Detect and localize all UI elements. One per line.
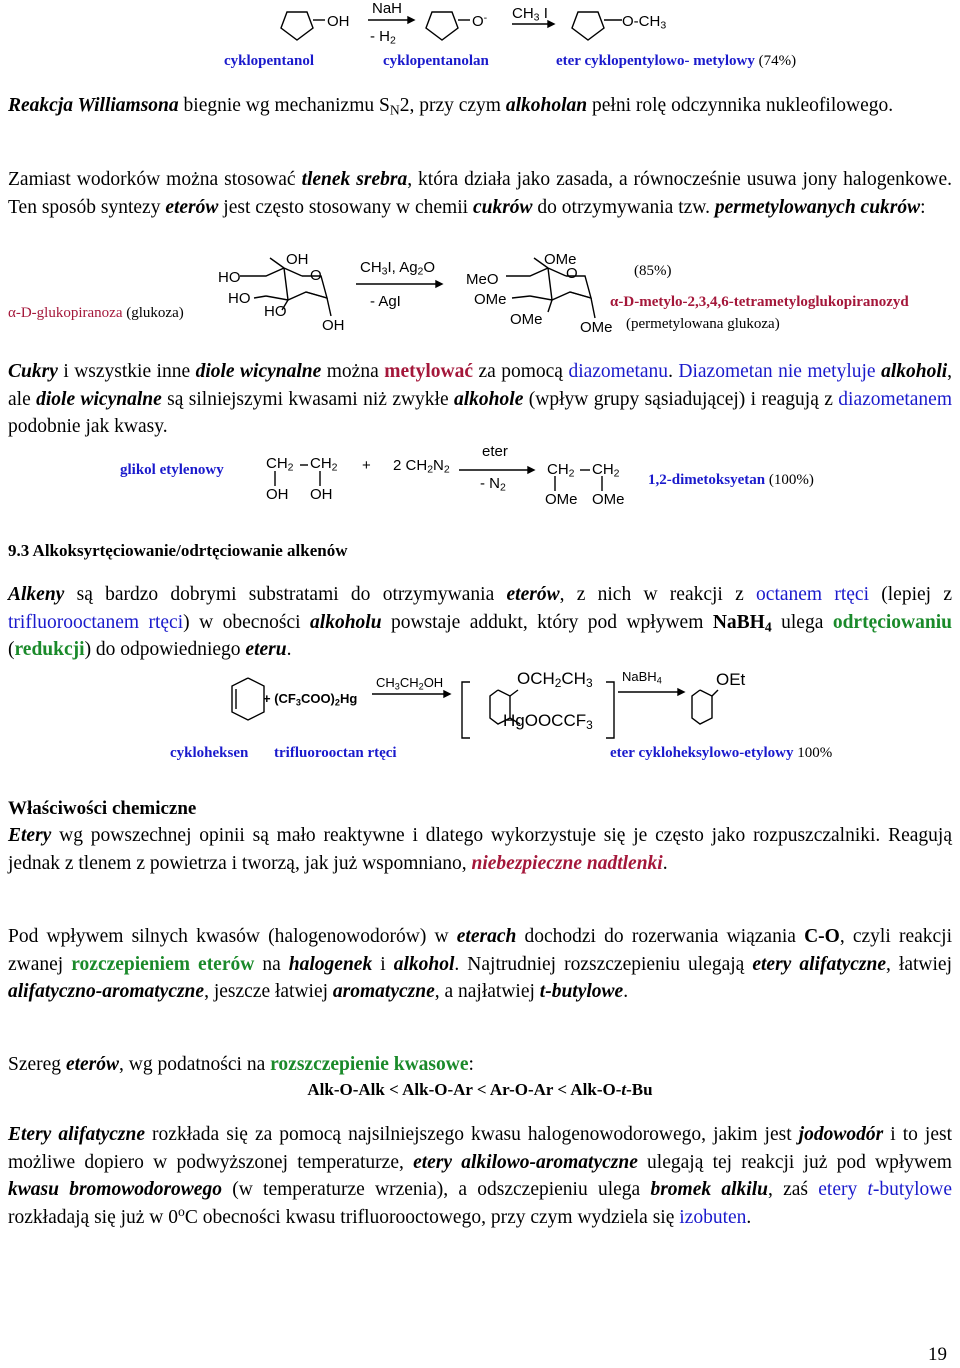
label-cyclopentanol: cyklopentanol bbox=[224, 53, 315, 69]
paragraph-diazomethane: Cukry i wszystkie inne diole wicynalne można metylować za pomocą diazometanu. Diazometan nie metyluje alkoholi, ale diole wicynalne są silniejszymi kwasami niż zwykłe alkohole (wpływ grupy sąsiadującej) i reagują z diazometanem podobnie jak kwasy. bbox=[8, 361, 953, 437]
paragraph-williamson: Reakcja Williamsona biegnie wg mechanizmu $S_N2$, przy czym alkoholan pełni rolę odczynnika nukleofilowego. bbox=[8, 95, 894, 118]
product-ome-3: OMe bbox=[510, 311, 543, 328]
reagent-ch3i-ag2o: $CH_3I$, $Ag_2O$ bbox=[360, 259, 436, 278]
section-title-9-3: 9.3 Alkoksyrtęciowanie/odrtęciowanie alkenów bbox=[8, 541, 348, 560]
glucose-ho-2: HO bbox=[228, 290, 251, 307]
glucose-oh-top: OH bbox=[286, 251, 309, 268]
oet-group: OEt bbox=[716, 670, 746, 689]
paragraph-reactivity: Etery wg powszechnej opinii są mało reaktywne i dlatego wykorzystuje się je często jako rozpuszczalniki. Reagują jednak z tlenem z powietrza i tworzą, jak już wspomniano, niebezpieczne nadtlenki. bbox=[8, 825, 952, 874]
nah-reagent: NaH bbox=[372, 0, 403, 17]
nabh4-reagent: NaBH$_4$ bbox=[622, 669, 662, 686]
product-meo: MeO bbox=[466, 271, 499, 288]
plus-sign: + bbox=[362, 457, 371, 474]
glucose-ring-o: O bbox=[310, 267, 322, 284]
och2ch3-group: $OCH_2CH_3$ bbox=[517, 669, 593, 690]
product-ch2-2: $CH_2$ bbox=[592, 461, 620, 480]
paragraph-series: Szereg eterów, wg podatności na rozszczepienie kwasowe: bbox=[8, 1054, 474, 1075]
hg-reagent: + $(CF_3COO)_2Hg$ bbox=[263, 691, 358, 708]
hgoocf3-group: HgOOCCF$_3$ bbox=[503, 711, 593, 732]
glucose-oh-anomeric: OH bbox=[322, 317, 345, 334]
product-ch2-1: $CH_2$ bbox=[547, 461, 575, 480]
label-ether-1: eter cyklopentylowo- metylowy (74%) bbox=[556, 53, 797, 69]
glucose-ho-1: HO bbox=[218, 269, 241, 286]
ethanol-reagent: $CH_3CH_2OH$ bbox=[376, 675, 444, 692]
minus-n2: - $N_2$ bbox=[480, 475, 506, 494]
label-cyclopentanolate: cyklopentanolan bbox=[383, 53, 489, 69]
yield-85: (85%) bbox=[634, 263, 672, 279]
label-permethyl-paren: (permetylowana glukoza) bbox=[626, 316, 780, 332]
section-title-properties: Właściwości chemiczne bbox=[8, 798, 197, 819]
product-ome-top: OMe bbox=[544, 251, 577, 268]
solvent-eter: eter bbox=[482, 443, 508, 460]
och3-label: $O-CH_3$ bbox=[622, 13, 667, 32]
glycol-ch2-2: $CH_2$ bbox=[310, 455, 338, 474]
label-ethylene-glycol: glikol etylenowy bbox=[120, 462, 224, 478]
reagent-minus-agi: - AgI bbox=[370, 293, 401, 310]
label-hg-trifluoroacetate: trifluorooctan rtęci bbox=[274, 745, 397, 761]
glucose-ho-3: HO bbox=[264, 303, 287, 320]
alkoxide-o: O- bbox=[472, 11, 488, 30]
label-cyclohexene: cykloheksen bbox=[170, 745, 249, 761]
product-ome-2: OMe bbox=[474, 291, 507, 308]
glycol-oh-2: OH bbox=[310, 486, 333, 503]
ch3i-reagent: $CH_3$ I bbox=[512, 5, 548, 24]
product-ring-o: O bbox=[566, 265, 578, 282]
paragraph-acid-cleavage: Pod wpływem silnych kwasów (halogenowodorów) w eterach dochodzi do rozerwania wiązania C-O, czyli reakcji zwanej rozczepieniem eterów na halogenek i alkohol. Najtrudniej rozszczepieniu ulegają etery alifatyczne, łatwiej alifatyczno-aromatyczne, jeszcze łatwiej aromatyczne, a najłatwiej t-butylowe. bbox=[8, 926, 952, 1002]
oh-label: OH bbox=[327, 13, 350, 30]
glycol-oh-1: OH bbox=[266, 486, 289, 503]
product-ome-1: OMe bbox=[545, 491, 578, 508]
product-ome-2b: OMe bbox=[592, 491, 625, 508]
paragraph-silver-oxide: Zamiast wodorków można stosować tlenek srebra, która działa jako zasada, a równocześnie usuwa jony halogenkowe. Ten sposób syntezy eterów jest często stosowany w chemii cukrów do otrzymywania tzw. permetylowanych cukrów: bbox=[8, 169, 953, 218]
product-ome-anomeric: OMe bbox=[580, 319, 613, 336]
glycol-ch2-1: $CH_2$ bbox=[266, 455, 294, 474]
paragraph-aliphatic-ethers: Etery alifatyczne rozkłada się za pomocą najsilniejszego kwasu halogenowodorowego, jakim jest jodowodór i to jest możliwe dopiero w podwyższonej temperaturze, etery alkilowo-aromatyczne ulegają tej reakcji już pod wpływem kwasu bromowodorowego (w temperaturze wrzenia), a odszczepieniu ulega bromek alkilu, zaś etery t-butylowe rozkładają się już w 0$^o$C obecności kwasu trifluorooctowego, przy czym wydziela się izobuten. bbox=[8, 1124, 952, 1228]
diazomethane-reagent: 2 $CH_2N_2$ bbox=[393, 457, 450, 476]
paragraph-alkenes: Alkeny są bardzo dobrymi substratami do otrzymywania eterów, z nich w reakcji z octanem rtęci (lepiej z trifluorooctanem rtęci) w obecności alkoholu powstaje addukt, który pod wpływem NaBH$_4$ ulega odrtęciowaniu (redukcji) do odpowiedniego eteru. bbox=[8, 584, 952, 660]
cleavage-series: Alk-O-Alk < Alk-O-Ar < Ar-O-Ar < Alk-O-t-Bu bbox=[307, 1080, 653, 1099]
minus-h2-label: - $H_2$ bbox=[370, 28, 396, 47]
label-cyclohexyl-ethyl-ether: eter cykloheksylowo-etylowy 100% bbox=[610, 745, 833, 761]
label-glucose: α-D-glukopiranoza (glukoza) bbox=[8, 305, 184, 321]
label-permethyl-product: α-D-metylo-2,3,4,6-tetrametyloglukopiranozyd bbox=[610, 294, 909, 310]
page-number: 19 bbox=[928, 1344, 947, 1365]
label-dimethoxyethane: 1,2-dimetoksyetan (100%) bbox=[648, 472, 814, 488]
